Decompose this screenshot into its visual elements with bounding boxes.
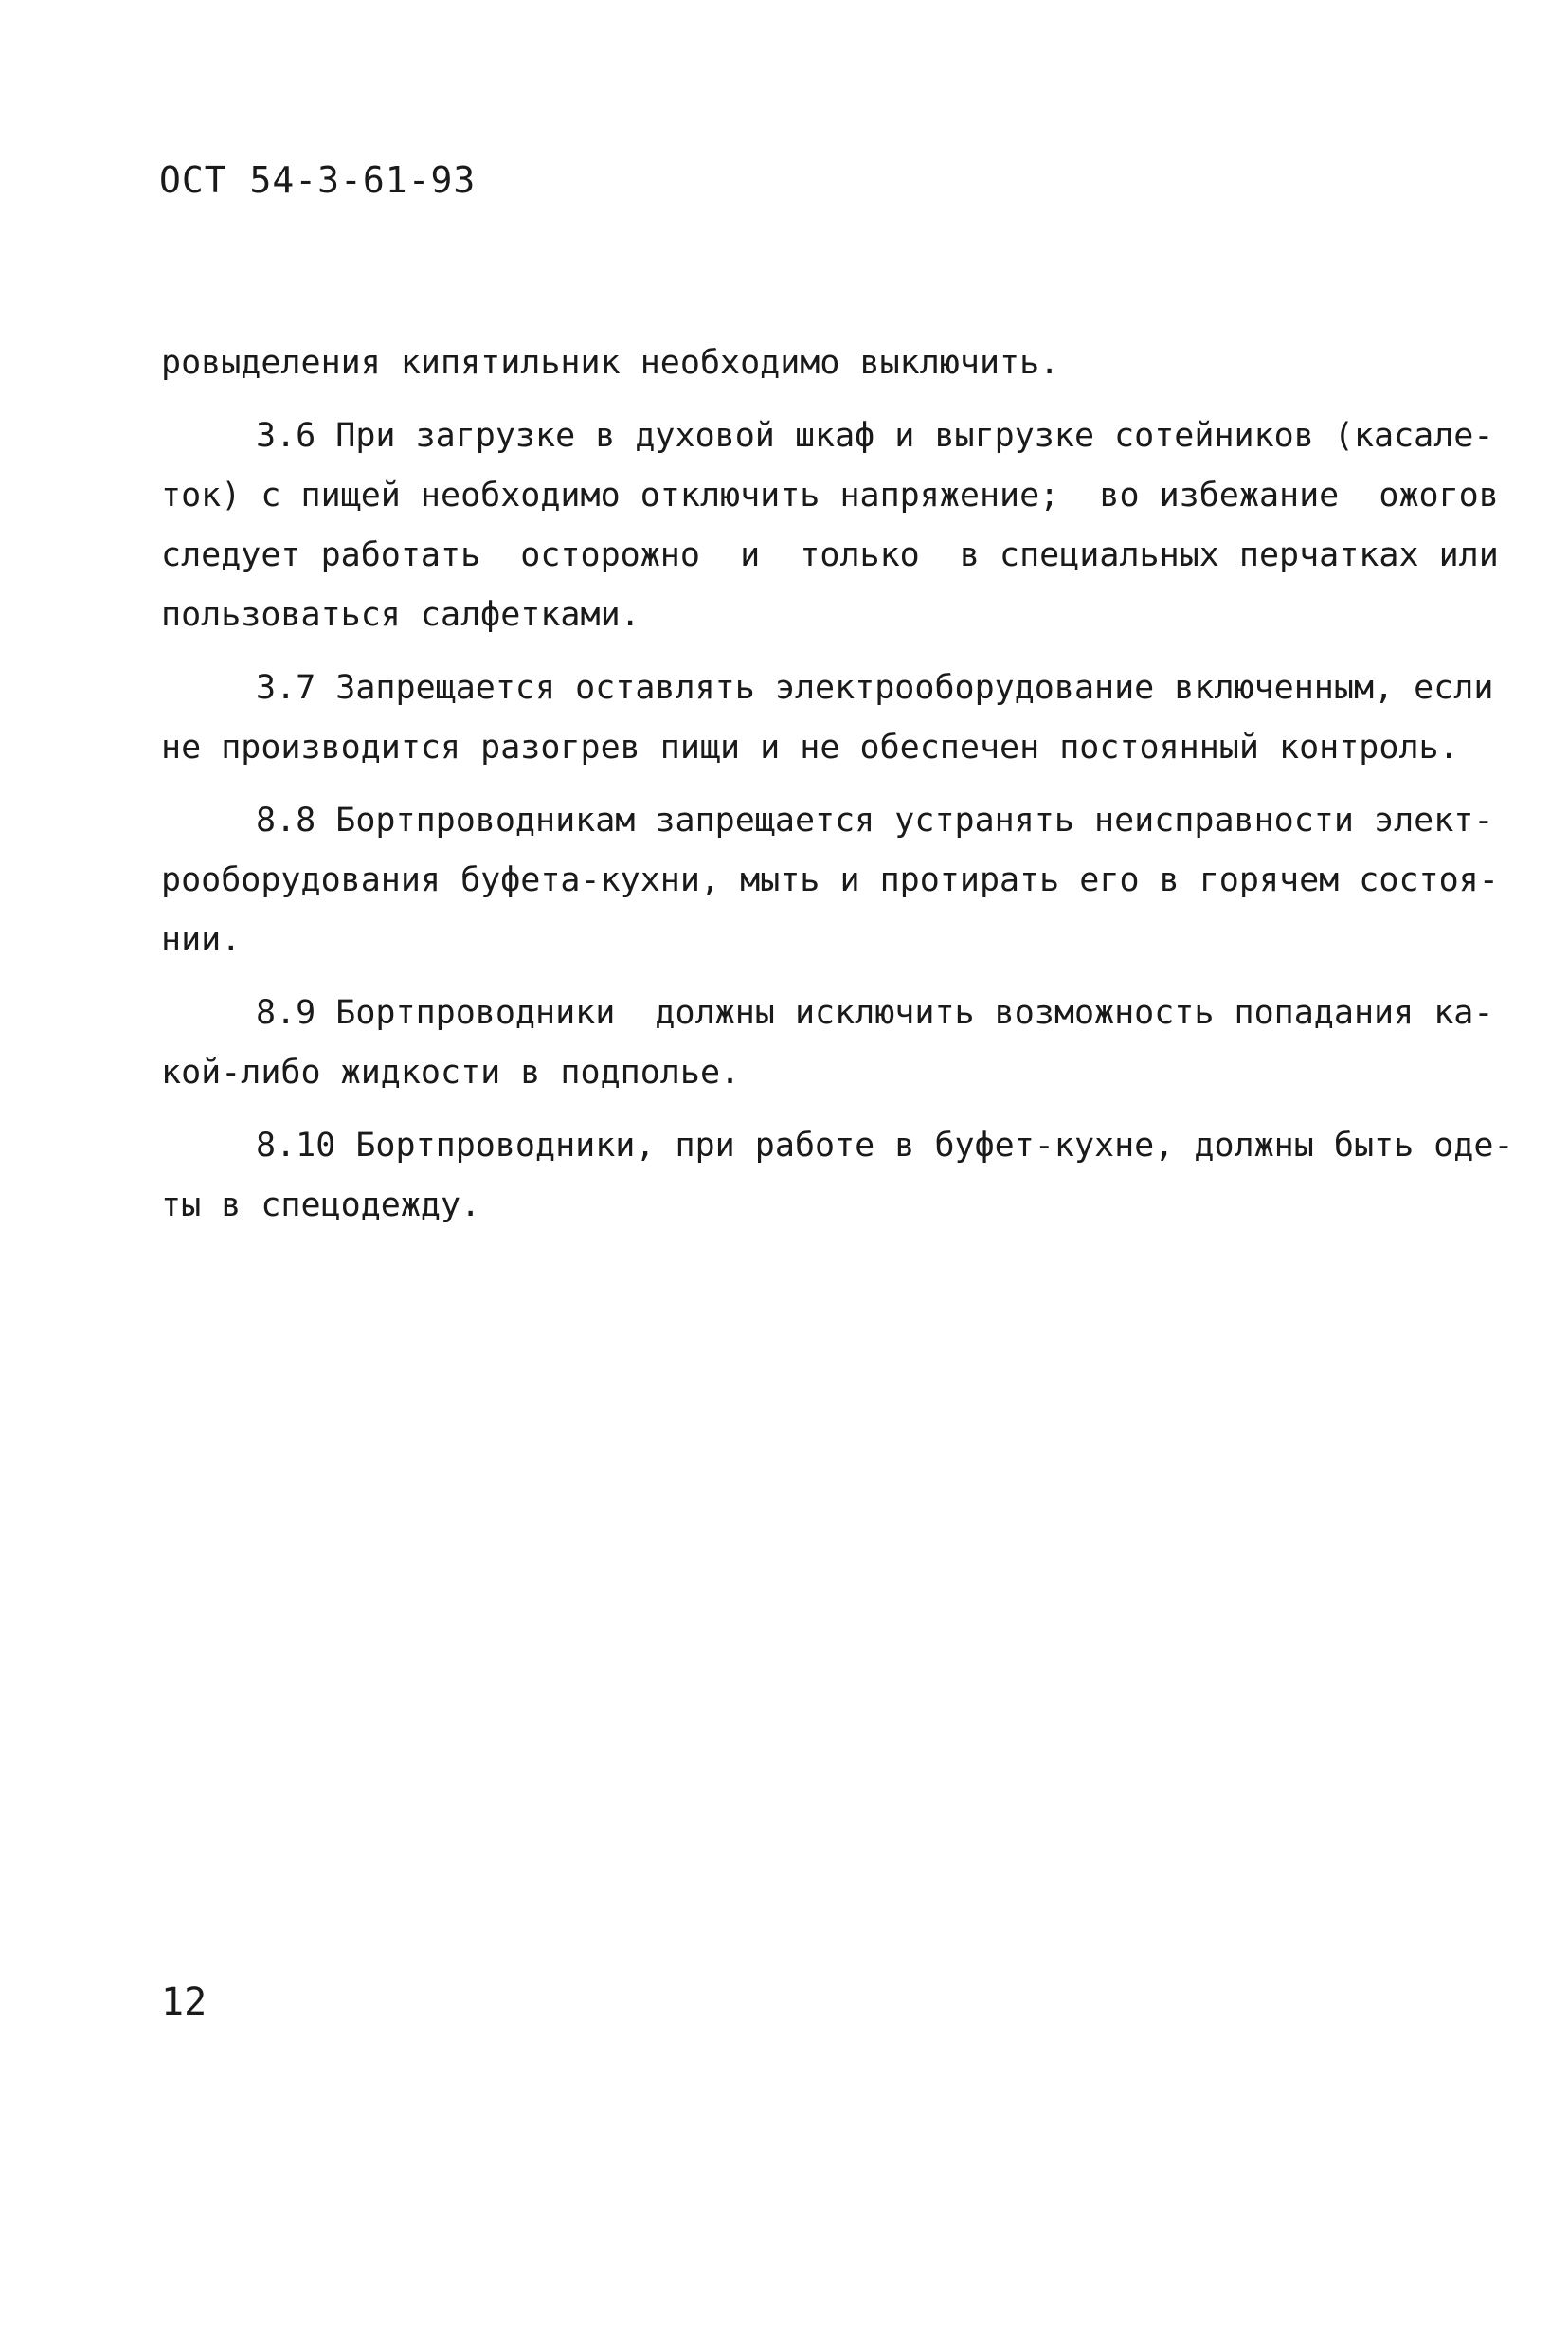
document-body — [161, 334, 1514, 1236]
paragraph-3-7-line: 3.7 Запрещается оставлять электрооборудование включенным, если — [256, 669, 1494, 707]
paragraph-8-9-line: 8.9 Бортпроводники должны исключить возможность попадания ка- — [256, 994, 1494, 1032]
document-code-header: ОСТ 54-3-61-93 — [159, 159, 477, 201]
paragraph-8-8-line: 8.8 Бортпроводникам запрещается устранять неисправности элект- — [256, 802, 1494, 840]
paragraph-8-10-line: 8.10 Бортпроводники, при работе в буфет-кухне, должны быть оде- — [256, 1127, 1514, 1165]
text-line: кой-либо жидкости в подполье. — [161, 1054, 741, 1092]
text-line: следует работать осторожно и только в специальных перчатках или — [161, 536, 1499, 574]
text-line: нии. — [161, 921, 242, 959]
text-line: не производится разогрев пищи и не обеспечен постоянный контроль. — [161, 729, 1459, 767]
page-number: 12 — [161, 1980, 207, 2024]
text-line: ты в спецодежду. — [161, 1186, 481, 1224]
text-line: пользоваться салфетками. — [161, 596, 640, 634]
text-line: ток) с пищей необходимо отключить напряжение; во избежание ожогов — [161, 477, 1499, 515]
text-line: рооборудования буфета-кухни, мыть и протирать его в горячем состоя- — [161, 861, 1499, 899]
text-line: ровыделения кипятильник необходимо выключить. — [161, 344, 1060, 382]
paragraph-3-6-line: 3.6 При загрузке в духовой шкаф и выгрузке сотейников (касале- — [256, 417, 1494, 455]
